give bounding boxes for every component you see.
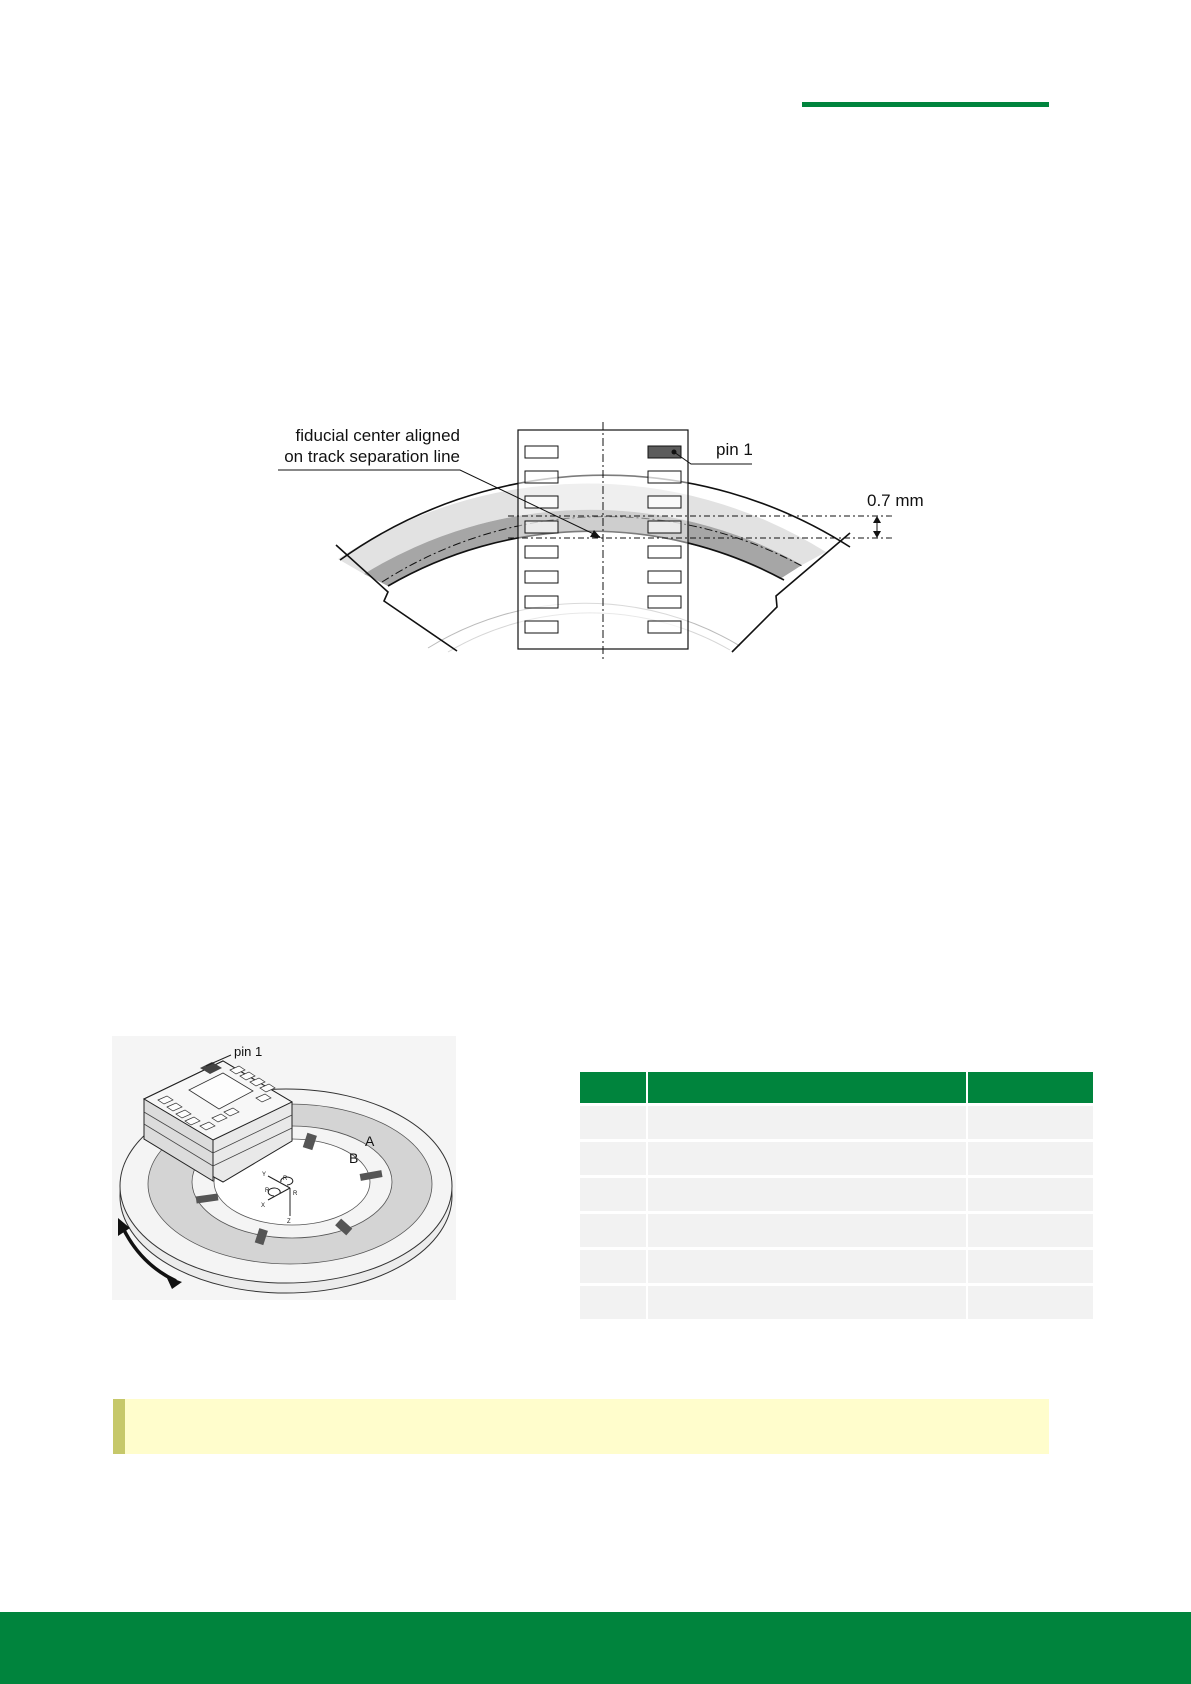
table-cell bbox=[580, 1286, 646, 1319]
track-a-label: A bbox=[365, 1133, 375, 1149]
table-cell bbox=[580, 1142, 646, 1175]
table-cell bbox=[580, 1106, 646, 1139]
table-cell bbox=[968, 1214, 1093, 1247]
table-header-row bbox=[580, 1072, 1093, 1103]
table-row bbox=[580, 1106, 1093, 1139]
table-cell bbox=[580, 1214, 646, 1247]
header-accent-rule bbox=[802, 102, 1049, 107]
table-cell bbox=[968, 1106, 1093, 1139]
parameter-table bbox=[578, 1069, 1095, 1322]
table-cell bbox=[648, 1286, 966, 1319]
table-cell bbox=[648, 1214, 966, 1247]
table-row bbox=[580, 1250, 1093, 1283]
table-header-cell bbox=[580, 1072, 646, 1103]
note-box bbox=[113, 1399, 1049, 1454]
table-cell bbox=[968, 1286, 1093, 1319]
rotary-pin1-label: pin 1 bbox=[234, 1044, 263, 1059]
table-header-cell bbox=[648, 1072, 966, 1103]
table-row bbox=[580, 1178, 1093, 1211]
table-cell bbox=[968, 1250, 1093, 1283]
table-cell bbox=[968, 1142, 1093, 1175]
svg-text:R: R bbox=[293, 1191, 298, 1197]
table-row bbox=[580, 1142, 1093, 1175]
table-cell bbox=[580, 1250, 646, 1283]
table-cell bbox=[968, 1178, 1093, 1211]
dimension-label: 0.7 mm bbox=[867, 491, 924, 510]
svg-text:R: R bbox=[265, 1188, 270, 1194]
svg-text:Y: Y bbox=[262, 1172, 267, 1178]
table-cell bbox=[648, 1178, 966, 1211]
svg-text:X: X bbox=[261, 1203, 266, 1209]
table-cell bbox=[648, 1142, 966, 1175]
table-cell bbox=[648, 1106, 966, 1139]
table-cell bbox=[580, 1178, 646, 1211]
rotary-disc-figure bbox=[112, 1036, 456, 1300]
table-row bbox=[580, 1286, 1093, 1319]
track-alignment-figure bbox=[270, 415, 940, 665]
callout-line-2: on track separation line bbox=[284, 447, 460, 466]
page-footer-band bbox=[0, 1612, 1191, 1684]
callout-line-1: fiducial center aligned bbox=[295, 426, 460, 445]
pin1-label: pin 1 bbox=[716, 440, 753, 459]
svg-text:Z: Z bbox=[287, 1219, 291, 1225]
table-row bbox=[580, 1214, 1093, 1247]
svg-text:R: R bbox=[283, 1176, 288, 1182]
table-header-cell bbox=[968, 1072, 1093, 1103]
table-cell bbox=[648, 1250, 966, 1283]
note-accent-bar bbox=[113, 1399, 125, 1454]
track-b-label: B bbox=[349, 1150, 359, 1166]
